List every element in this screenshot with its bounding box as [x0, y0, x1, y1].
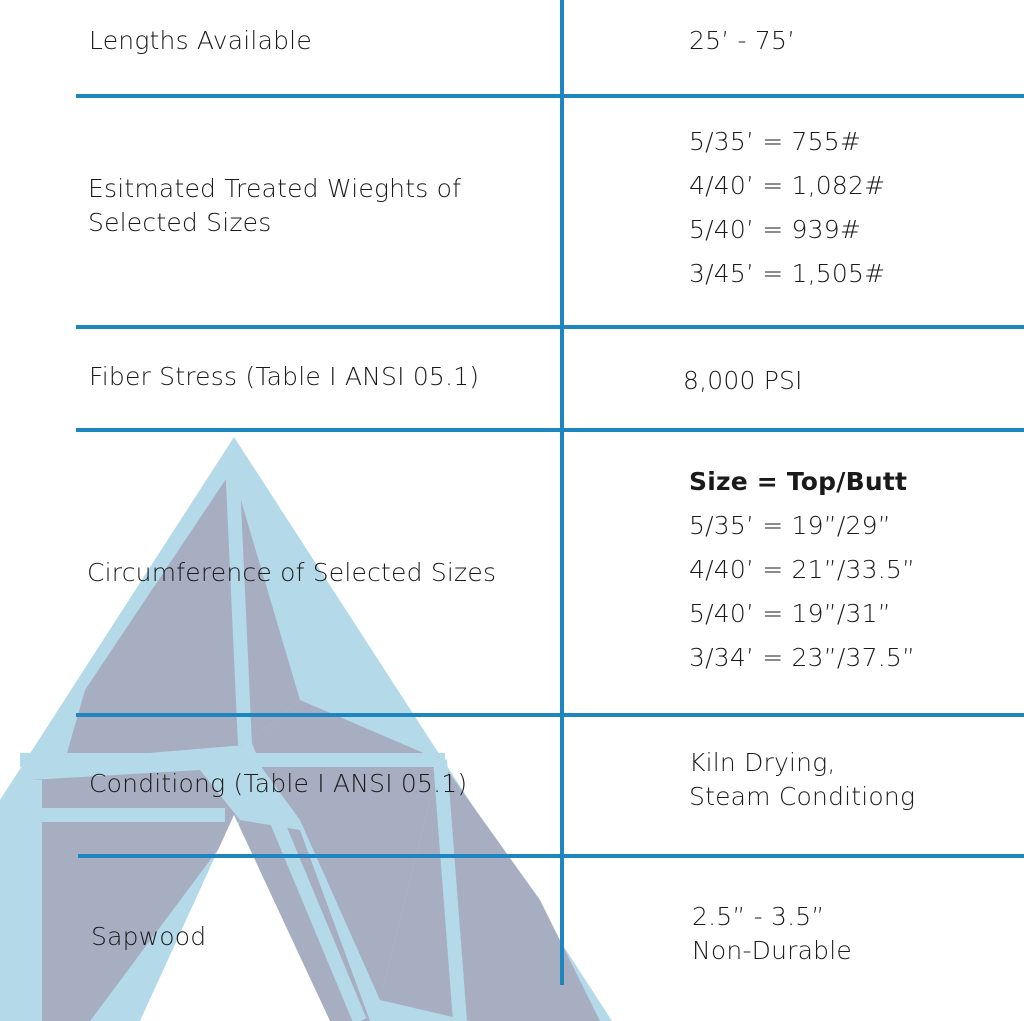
- size-header: Size = Top/Butt: [689, 467, 908, 496]
- sapwood-label: Sapwood: [91, 922, 207, 951]
- circumference-value: Size = Top/Butt 5/35’ = 19”/29” 4/40’ = 21”/33.5” 5/40’ = 19”/31” 3/34’ = 23”/37.5”: [689, 460, 915, 680]
- row-divider: [76, 713, 1024, 717]
- circumference-label: Circumference of Selected Sizes: [87, 558, 497, 587]
- conditioning-label: Conditiong (Table I ANSI 05.1): [89, 769, 468, 798]
- lengths-label: Lengths Available: [89, 26, 312, 55]
- row-divider: [76, 428, 1024, 432]
- row-divider: [76, 94, 1024, 98]
- weights-label: Esitmated Treated Wieghts of Selected Sizes: [88, 174, 462, 237]
- row-divider: [76, 325, 1024, 329]
- fiber-stress-value: 8,000 PSI: [683, 366, 803, 395]
- conditioning-value: Kiln Drying, Steam Conditiong: [689, 748, 916, 811]
- fiber-stress-label: Fiber Stress (Table I ANSI 05.1): [89, 362, 480, 391]
- sapwood-value: 2.5” - 3.5” Non-Durable: [692, 902, 852, 965]
- column-divider: [560, 0, 564, 985]
- lengths-value: 25’ - 75’: [689, 26, 796, 55]
- weights-value: 5/35’ = 755# 4/40’ = 1,082# 5/40’ = 939# 3/45’ = 1,505#: [689, 127, 886, 288]
- row-divider: [78, 854, 1024, 858]
